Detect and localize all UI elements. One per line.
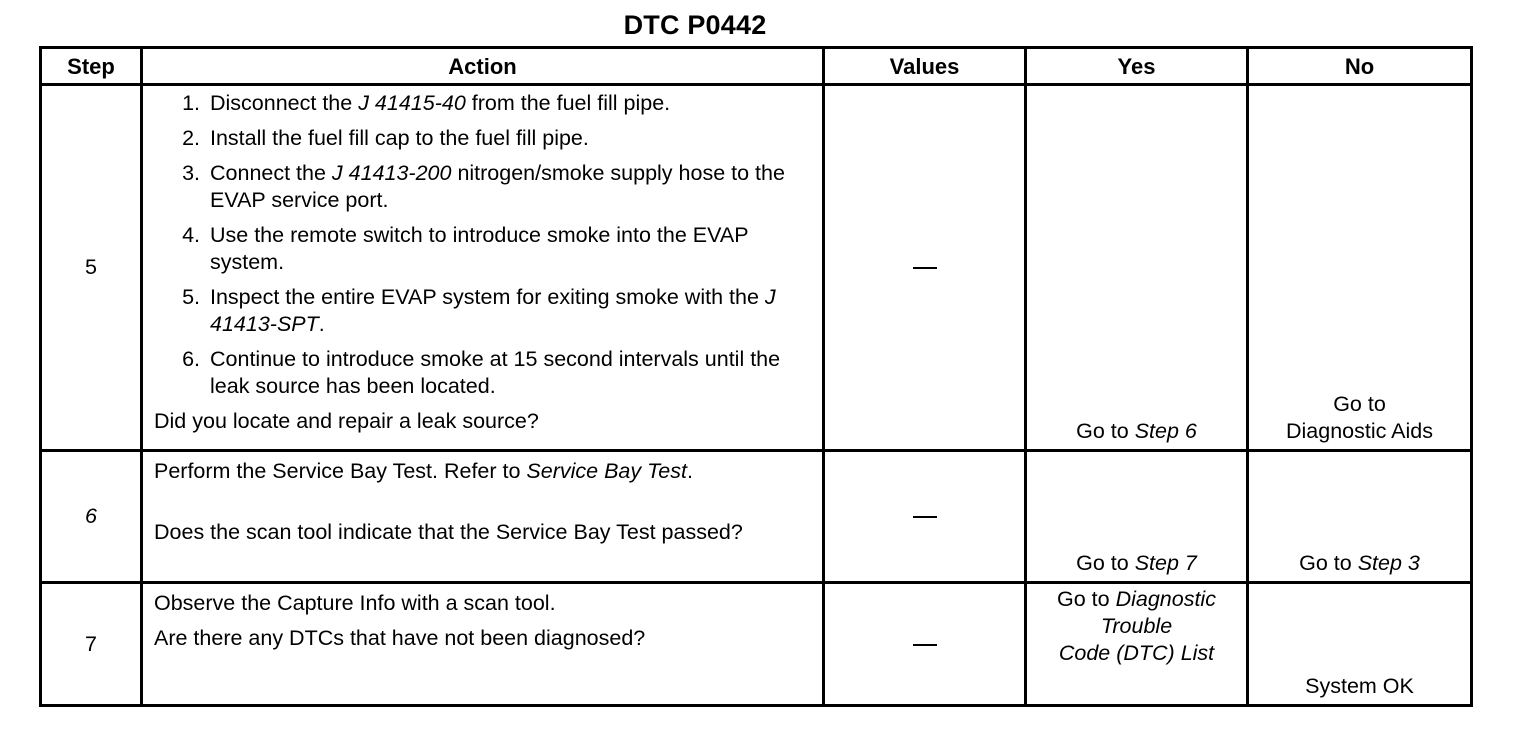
list-item-number: 5.: [182, 285, 200, 309]
list-item-text: Disconnect the J 41415-40 from the fuel fill pipe.: [210, 91, 671, 115]
step-number: 7: [41, 583, 142, 706]
action-question: Are there any DTCs that have not been diagnosed?: [154, 626, 646, 650]
yes-cell: Go to Step 6: [1026, 85, 1248, 451]
no-cell: System OK: [1248, 583, 1472, 706]
dash-mark: [913, 644, 937, 646]
dash-mark: [913, 267, 937, 269]
action-cell: [142, 451, 824, 583]
list-item-number: 4.: [182, 223, 200, 247]
page-title: DTC P0442: [623, 10, 767, 40]
list-item: [154, 90, 812, 117]
yes-cell: Go to Diagnostic Trouble Code (DTC) List: [1026, 583, 1248, 706]
action-question: Did you locate and repair a leak source?: [154, 409, 539, 433]
list-item-number: 1.: [182, 91, 200, 115]
list-item-text: Install the fuel fill cap to the fuel fill pipe.: [210, 126, 589, 150]
header-row: [41, 48, 1472, 85]
yes-cell: Go to Step 7: [1026, 451, 1248, 583]
list-item-text: Inspect the entire EVAP system for exiting smoke with the J 41413-SPT.: [210, 285, 776, 336]
header-no: No: [1248, 48, 1472, 85]
list-item-number: 2.: [182, 126, 200, 150]
step-number: 5: [41, 85, 142, 451]
values-cell: [824, 451, 1026, 583]
list-item-text: Continue to introduce smoke at 15 second intervals until the leak source has been located.: [210, 347, 781, 398]
header-step: Step: [41, 48, 142, 85]
list-item: [154, 284, 812, 338]
table-row-step-6: [41, 451, 1472, 583]
list-item: [154, 222, 812, 276]
header-yes: Yes: [1026, 48, 1248, 85]
list-item-number: 6.: [182, 347, 200, 371]
action-question: Does the scan tool indicate that the Service Bay Test passed?: [154, 520, 743, 544]
list-item: [154, 160, 812, 214]
action-cell: [142, 583, 824, 706]
header-action: Action: [142, 48, 824, 85]
no-cell: Go to Step 3: [1248, 451, 1472, 583]
values-cell: [824, 85, 1026, 451]
diagnostic-table: [39, 46, 1473, 707]
header-values: Values: [824, 48, 1026, 85]
list-item: [154, 125, 812, 152]
table-row-step-5: [41, 85, 1472, 451]
dash-mark: [913, 516, 937, 518]
values-cell: [824, 583, 1026, 706]
action-instruction: Perform the Service Bay Test. Refer to Service Bay Test.: [154, 459, 693, 483]
action-cell: [142, 85, 824, 451]
no-cell: Go to Diagnostic Aids: [1248, 85, 1472, 451]
list-item-number: 3.: [182, 161, 200, 185]
step-number: 6: [41, 451, 142, 583]
list-item-text: Connect the J 41413-200 nitrogen/smoke supply hose to the EVAP service port.: [210, 161, 785, 212]
list-item-text: Use the remote switch to introduce smoke into the EVAP system.: [210, 223, 749, 274]
list-item: [154, 346, 812, 400]
action-instruction: Observe the Capture Info with a scan tool.: [154, 591, 556, 615]
action-steps-list: [154, 90, 812, 400]
table-row-step-7: [41, 583, 1472, 706]
